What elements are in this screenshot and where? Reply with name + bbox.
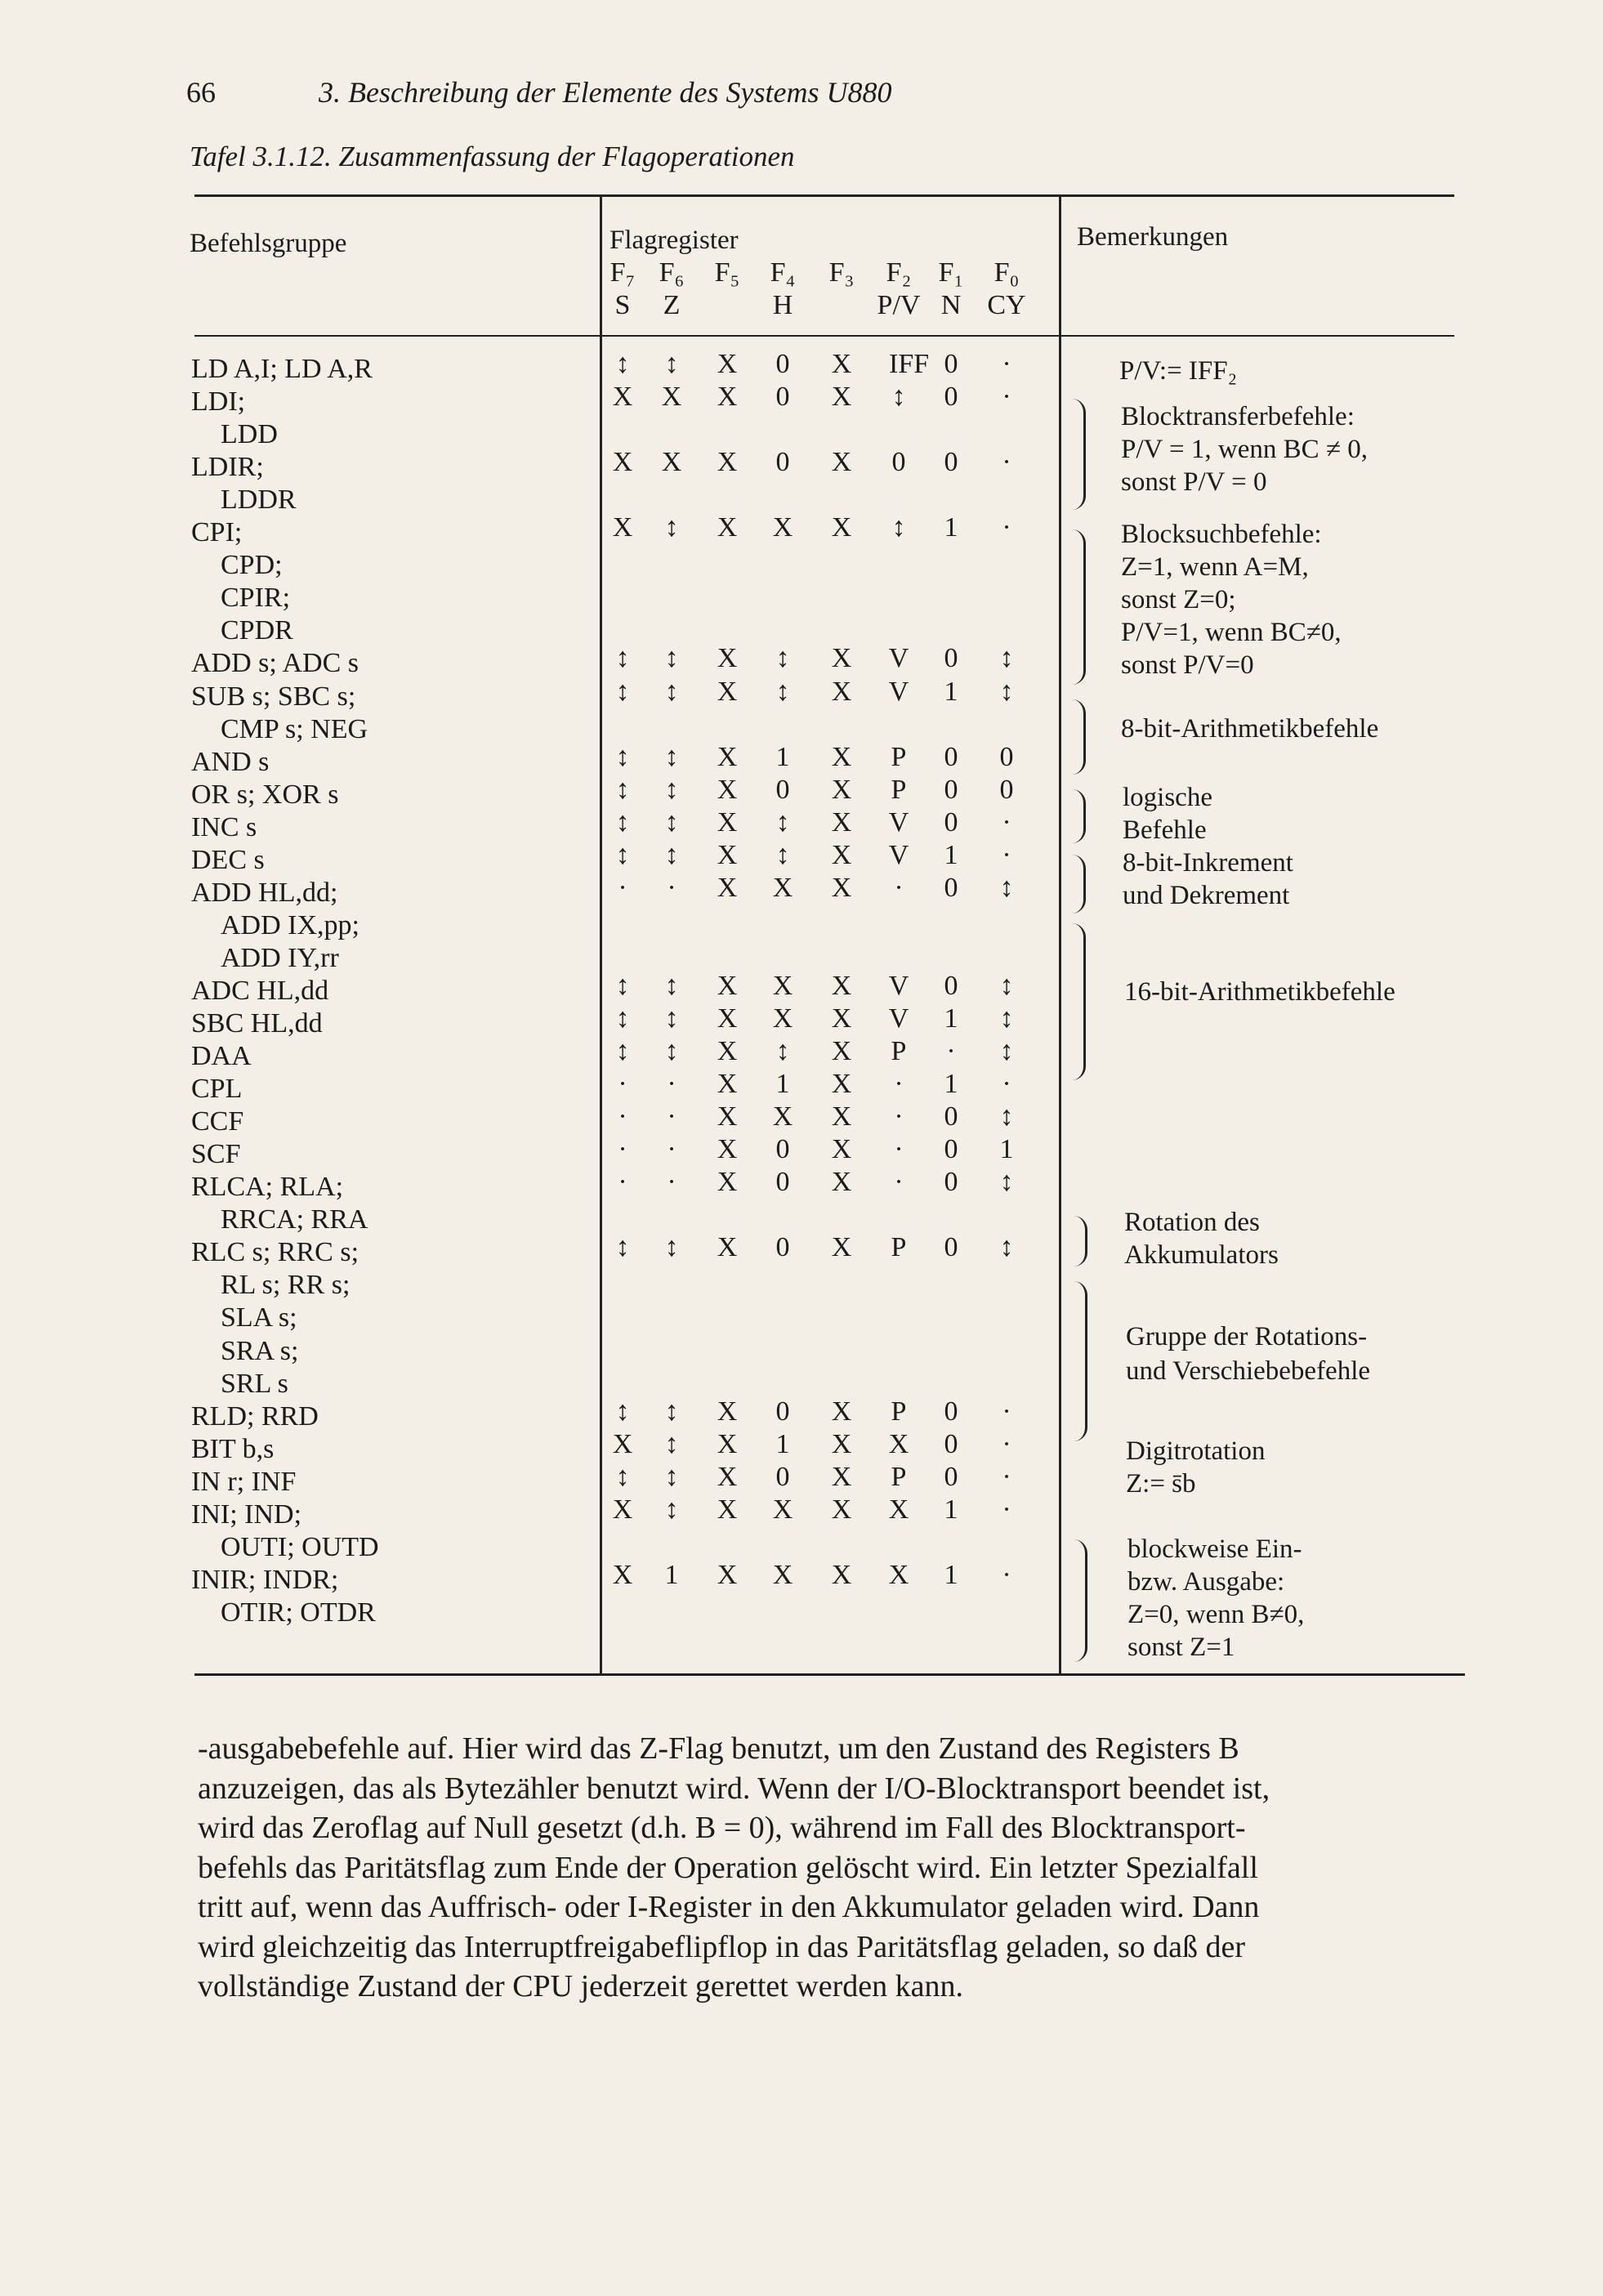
remark-line: P/V=1, wenn BC≠0, [1121, 618, 1342, 647]
paragraph-line: tritt auf, wenn das Auffrisch- oder I-Register in den Akkumulator geladen wird. Dann [198, 1890, 1260, 1924]
remark-line: Blocktransferbefehle: [1121, 402, 1355, 431]
instruction-group: CPIR; [221, 583, 291, 614]
remark-line: sonst Z=0; [1121, 585, 1236, 614]
flag-value: P [891, 1461, 907, 1492]
flag-value: · [894, 872, 904, 903]
instruction-group: CPDR [221, 615, 293, 646]
flag-value: 0 [944, 1396, 958, 1427]
remark-line: Rotation des [1124, 1208, 1260, 1237]
flag-value: 1 [775, 1428, 790, 1459]
flag-value: · [1002, 1428, 1011, 1459]
flag-value: V [888, 1003, 909, 1034]
flag-name-label: H [772, 290, 793, 320]
flag-value: ↕ [664, 1428, 679, 1459]
remark-line: 8-bit-Inkrement [1123, 848, 1293, 878]
flag-value: X [831, 970, 852, 1001]
remark-line: P/V:= IFF₂ [1119, 356, 1238, 386]
flag-value: 1 [775, 741, 790, 772]
remark-line: logische [1123, 783, 1212, 812]
flag-value: ↕ [615, 1036, 630, 1067]
remark-line: bzw. Ausgabe: [1127, 1567, 1285, 1597]
flag-value: V [888, 839, 909, 870]
flag-value: ↕ [999, 676, 1014, 707]
flag-value: · [1002, 839, 1011, 870]
remark-line: Blocksuchbefehle: [1121, 520, 1322, 549]
instruction-group: CCF [191, 1106, 244, 1137]
flag-value: X [831, 1036, 852, 1067]
flag-name-label: Z [663, 290, 681, 320]
flag-value: X [612, 382, 633, 413]
instruction-group: BIT b,s [191, 1433, 275, 1464]
instruction-group: SUB s; SBC s; [191, 681, 356, 712]
remark-line: sonst Z=1 [1127, 1633, 1235, 1662]
flag-value: · [1002, 512, 1011, 543]
instruction-group: CPD; [221, 550, 283, 581]
flag-value: ↕ [999, 970, 1014, 1001]
flag-value: X [717, 382, 738, 413]
flag-value: X [888, 1428, 909, 1459]
flag-value: X [831, 1167, 852, 1198]
flag-value: X [717, 1559, 738, 1590]
instruction-group: LD A,I; LD A,R [191, 354, 373, 384]
flag-value: 0 [944, 970, 958, 1001]
flag-value: X [831, 1461, 852, 1492]
flag-value: · [894, 1069, 904, 1100]
flag-value: X [612, 447, 633, 478]
flag-value: X [717, 447, 738, 478]
flag-value: 0 [944, 1461, 958, 1492]
flag-value: · [618, 1134, 627, 1165]
flag-value: ↕ [615, 1396, 630, 1427]
column-header-flagregister: Flagregister [609, 226, 739, 255]
instruction-group: LDD [221, 419, 278, 450]
flag-value: X [717, 1396, 738, 1427]
flag-value: 0 [944, 447, 958, 478]
flag-value: 0 [775, 1167, 790, 1198]
flag-value: 0 [944, 806, 958, 838]
flag-value: · [894, 1134, 904, 1165]
flag-value: X [717, 872, 738, 903]
flag-value: X [831, 741, 852, 772]
flag-value: X [612, 512, 633, 543]
flag-value: P [891, 741, 907, 772]
flag-value: · [667, 872, 676, 903]
flag-value: X [831, 1101, 852, 1132]
flag-value: · [1002, 1461, 1011, 1492]
flag-value: · [667, 1134, 676, 1165]
flag-value: X [717, 349, 738, 379]
flag-value: 0 [944, 872, 958, 903]
flag-bit-label: F₀ [994, 257, 1020, 288]
flag-value: ↕ [664, 839, 679, 870]
flag-value: X [717, 1003, 738, 1034]
table-bottom-rule [194, 1673, 1465, 1676]
column-header-group: Befehlsgruppe [190, 229, 347, 258]
remark-line: Z:= s̄b [1126, 1469, 1196, 1499]
flag-value: 1 [944, 512, 958, 543]
flag-name-label: N [940, 290, 962, 320]
flag-value: ↕ [891, 512, 906, 543]
brace-blocktransfer [1072, 399, 1086, 510]
flag-value: · [667, 1167, 676, 1198]
flag-value: X [831, 1428, 852, 1459]
instruction-group: OR s; XOR s [191, 779, 339, 810]
flag-value: 0 [944, 349, 958, 379]
flag-value: ↕ [999, 1036, 1014, 1067]
flag-value: 0 [775, 1461, 790, 1492]
flag-value: · [946, 1036, 956, 1067]
flag-value: 0 [775, 774, 790, 805]
flag-value: V [888, 643, 909, 674]
flag-value: 0 [944, 774, 958, 805]
flag-value: X [831, 806, 852, 838]
flag-value: ↕ [999, 1167, 1014, 1198]
flag-value: ↕ [999, 1101, 1014, 1132]
remark-line: Z=0, wenn B≠0, [1127, 1600, 1305, 1629]
flag-value: X [831, 1396, 852, 1427]
flag-value: 0 [944, 1428, 958, 1459]
flag-value: 0 [944, 1134, 958, 1165]
flag-value: · [667, 1101, 676, 1132]
instruction-group: AND s [191, 746, 270, 777]
flag-value: ↕ [615, 676, 630, 707]
flag-bit-label: F₆ [659, 257, 685, 288]
flag-value: X [831, 1003, 852, 1034]
flag-value: X [717, 839, 738, 870]
remark-line: Akkumulators [1124, 1240, 1279, 1270]
instruction-group: INIR; INDR; [191, 1564, 339, 1595]
flag-value: 1 [775, 1069, 790, 1100]
flag-value: X [717, 1036, 738, 1067]
flag-value: ↕ [664, 970, 679, 1001]
paragraph-line: -ausgabebefehle auf. Hier wird das Z-Flag benutzt, um den Zustand des Registers B [198, 1731, 1239, 1766]
flag-value: · [667, 1069, 676, 1100]
flag-value: X [717, 741, 738, 772]
instruction-group: CMP s; NEG [221, 713, 368, 744]
remark-line: sonst P/V = 0 [1121, 467, 1267, 497]
flag-value: X [831, 774, 852, 805]
flag-value: X [831, 447, 852, 478]
flag-value: X [831, 839, 852, 870]
flag-value: X [772, 1559, 793, 1590]
flag-value: X [831, 1232, 852, 1263]
flag-value: X [772, 1494, 793, 1525]
flag-value: ↕ [615, 349, 630, 379]
flag-value: ↕ [775, 643, 790, 674]
flag-value: X [831, 512, 852, 543]
instruction-group: ADD IX,pp; [221, 909, 359, 940]
remark-line: 8-bit-Arithmetikbefehle [1121, 714, 1379, 744]
flag-value: ↕ [775, 1036, 790, 1067]
flag-value: X [717, 806, 738, 838]
flag-bit-label: F₂ [886, 257, 912, 288]
flag-value: X [831, 872, 852, 903]
flag-bit-label: F₄ [770, 257, 796, 288]
flag-bit-label: F₃ [828, 257, 855, 288]
flag-value: ↕ [615, 839, 630, 870]
instruction-group: INI; IND; [191, 1499, 302, 1530]
flag-value: P [891, 1036, 907, 1067]
remark-line: Digitrotation [1126, 1436, 1266, 1466]
remark-line: Befehle [1123, 815, 1207, 845]
instruction-group: RL s; RR s; [221, 1270, 351, 1301]
flag-value: 0 [999, 774, 1014, 805]
flag-value: ↕ [999, 643, 1014, 674]
brace-logic [1072, 789, 1086, 843]
instruction-group: IN r; INF [191, 1466, 297, 1497]
remark-line: blockweise Ein- [1127, 1534, 1302, 1564]
flag-value: 1 [944, 1003, 958, 1034]
flag-value: 0 [775, 1232, 790, 1263]
flag-value: 1 [999, 1134, 1014, 1165]
flag-name-label: S [614, 290, 631, 320]
flag-value: X [612, 1428, 633, 1459]
flag-value: ↕ [615, 1003, 630, 1034]
flag-value: 0 [775, 1134, 790, 1165]
instruction-group: LDI; [191, 386, 246, 418]
flag-value: P [891, 1232, 907, 1263]
flag-value: ↕ [615, 1232, 630, 1263]
flag-value: · [1002, 806, 1011, 838]
instruction-group: DAA [191, 1041, 252, 1072]
flag-value: · [1002, 349, 1011, 379]
flag-value: · [894, 1167, 904, 1198]
paragraph-line: anzuzeigen, das als Bytezähler benutzt wird. Wenn der I/O-Blocktransport beendet ist, [198, 1771, 1270, 1806]
flag-value: X [661, 382, 682, 413]
flag-value: X [888, 1559, 909, 1590]
flag-value: ↕ [664, 676, 679, 707]
flag-value: X [717, 512, 738, 543]
flag-value: X [717, 970, 738, 1001]
flag-value: X [612, 1494, 633, 1525]
instruction-group: RRCA; RRA [221, 1204, 368, 1235]
instruction-group: SCF [191, 1139, 241, 1170]
flag-value: · [618, 1101, 627, 1132]
flag-value: ↕ [664, 1003, 679, 1034]
flag-value: ↕ [615, 643, 630, 674]
remark-line: Gruppe der Rotations- [1126, 1322, 1368, 1351]
flag-value: ↕ [999, 1003, 1014, 1034]
flag-value: ↕ [775, 839, 790, 870]
flag-value: ↕ [664, 1494, 679, 1525]
instruction-group: LDDR [221, 485, 297, 516]
flag-value: ↕ [664, 806, 679, 838]
flag-value: 0 [944, 643, 958, 674]
flag-value: ↕ [615, 774, 630, 805]
flag-value: X [661, 447, 682, 478]
remark-line: 16-bit-Arithmetikbefehle [1124, 977, 1395, 1007]
instruction-group: SRL s [221, 1368, 288, 1399]
flag-value: X [717, 676, 738, 707]
flag-value: 0 [944, 382, 958, 413]
flag-value: 1 [944, 1559, 958, 1590]
brace-rotation-acc [1074, 1216, 1087, 1266]
flag-value: ↕ [664, 1461, 679, 1492]
running-title: 3. Beschreibung der Elemente des Systems U880 [319, 76, 892, 109]
flag-value: X [717, 1069, 738, 1100]
flag-value: ↕ [615, 1461, 630, 1492]
flag-value: X [717, 643, 738, 674]
paragraph-line: befehls das Paritätsflag zum Ende der Operation gelöscht wird. Ein letzter Spezialfall [198, 1850, 1258, 1885]
flag-value: ↕ [615, 806, 630, 838]
flag-value: ↕ [615, 970, 630, 1001]
instruction-group: DEC s [191, 844, 265, 875]
instruction-group: SRA s; [221, 1335, 299, 1366]
flag-value: X [772, 512, 793, 543]
flag-value: X [831, 676, 852, 707]
flag-value: X [831, 382, 852, 413]
instruction-group: LDIR; [191, 452, 264, 483]
flag-value: ↕ [664, 512, 679, 543]
paragraph-line: wird gleichzeitig das Interruptfreigabeflipflop in das Paritätsflag geladen, so daß der [198, 1929, 1246, 1964]
flag-name-label: P/V [877, 290, 921, 320]
flag-value: 0 [775, 349, 790, 379]
flag-value: ↕ [664, 1232, 679, 1263]
flag-value: 0 [775, 382, 790, 413]
instruction-group: INC s [191, 811, 257, 842]
flag-value: · [1002, 1396, 1011, 1427]
instruction-group: SLA s; [221, 1302, 297, 1333]
flag-value: ↕ [615, 741, 630, 772]
flag-value: ↕ [664, 774, 679, 805]
flag-value: ↕ [999, 1232, 1014, 1263]
flag-value: IFF [889, 349, 930, 379]
instruction-group: OTIR; OTDR [221, 1597, 376, 1628]
flag-value: 1 [944, 676, 958, 707]
instruction-group: CPL [191, 1074, 243, 1105]
flag-value: X [831, 1069, 852, 1100]
table-top-rule [194, 194, 1454, 197]
flag-value: X [772, 1101, 793, 1132]
flag-value: · [1002, 1069, 1011, 1100]
flag-value: X [831, 349, 852, 379]
flag-value: X [831, 643, 852, 674]
brace-incdec [1072, 855, 1086, 913]
flag-value: 1 [944, 839, 958, 870]
flag-value: X [717, 1134, 738, 1165]
flag-value: X [717, 1167, 738, 1198]
flag-value: X [831, 1134, 852, 1165]
flag-value: · [894, 1101, 904, 1132]
paragraph-line: vollständige Zustand der CPU jederzeit gerettet werden kann. [198, 1969, 964, 2003]
flag-value: 0 [944, 741, 958, 772]
flag-value: X [772, 970, 793, 1001]
flag-value: X [772, 1003, 793, 1034]
flag-value: 0 [944, 1101, 958, 1132]
remark-line: und Dekrement [1123, 881, 1290, 910]
flag-value: 0 [944, 1232, 958, 1263]
table-header-rule [194, 335, 1454, 337]
flag-value: X [717, 1232, 738, 1263]
flag-value: ↕ [664, 1036, 679, 1067]
flag-value: ↕ [775, 676, 790, 707]
flag-value: 0 [944, 1167, 958, 1198]
flag-value: X [717, 774, 738, 805]
instruction-group: OUTI; OUTD [221, 1531, 379, 1562]
flag-value: · [618, 1069, 627, 1100]
flag-value: · [1002, 447, 1011, 478]
flag-value: 0 [999, 741, 1014, 772]
flag-value: X [831, 1494, 852, 1525]
flag-value: 0 [775, 447, 790, 478]
instruction-group: SBC HL,dd [191, 1008, 323, 1039]
brace-arith16 [1072, 923, 1086, 1080]
flag-value: X [772, 872, 793, 903]
flag-value: P [891, 774, 907, 805]
remark-line: P/V = 1, wenn BC ≠ 0, [1121, 435, 1368, 464]
paragraph-line: wird das Zeroflag auf Null gesetzt (d.h. B = 0), während im Fall des Blocktransport- [198, 1811, 1246, 1845]
flag-value: · [1002, 1494, 1011, 1525]
flag-bit-label: F₅ [714, 257, 740, 288]
column-divider-right [1059, 196, 1061, 1675]
column-header-remarks: Bemerkungen [1077, 222, 1229, 252]
instruction-group: ADC HL,dd [191, 975, 329, 1006]
flag-value: ↕ [664, 1396, 679, 1427]
instruction-group: RLC s; RRC s; [191, 1237, 359, 1268]
flag-value: ↕ [775, 806, 790, 838]
flag-value: X [612, 1559, 633, 1590]
remark-line: und Verschiebebefehle [1126, 1356, 1371, 1386]
flag-name-label: CY [987, 290, 1026, 320]
remark-line: sonst P/V=0 [1121, 650, 1254, 680]
instruction-group: ADD IY,rr [221, 942, 339, 973]
instruction-group: RLCA; RLA; [191, 1172, 344, 1203]
instruction-group: ADD s; ADC s [191, 648, 359, 679]
flag-value: ↕ [664, 741, 679, 772]
flag-value: · [1002, 382, 1011, 413]
flag-value: 1 [664, 1559, 679, 1590]
flag-value: 1 [944, 1494, 958, 1525]
flag-value: P [891, 1396, 907, 1427]
flag-value: ↕ [664, 643, 679, 674]
flag-value: ↕ [891, 382, 906, 413]
flag-value: · [618, 872, 627, 903]
brace-blocksuch [1072, 529, 1086, 685]
instruction-group: CPI; [191, 517, 243, 548]
table-caption: Tafel 3.1.12. Zusammenfassung der Flagoperationen [190, 141, 795, 172]
page-number: 66 [186, 76, 216, 109]
flag-value: X [831, 1559, 852, 1590]
flag-value: X [717, 1461, 738, 1492]
flag-value: 0 [891, 447, 906, 478]
flag-value: ↕ [999, 872, 1014, 903]
flag-value: X [717, 1428, 738, 1459]
remark-line: Z=1, wenn A=M, [1121, 552, 1309, 582]
instruction-group: RLD; RRD [191, 1400, 319, 1432]
flag-value: X [888, 1494, 909, 1525]
brace-rotation-shift [1074, 1281, 1087, 1441]
flag-value: 1 [944, 1069, 958, 1100]
flag-value: 0 [775, 1396, 790, 1427]
brace-block-io [1074, 1539, 1087, 1662]
flag-value: · [1002, 1559, 1011, 1590]
flag-bit-label: F₁ [938, 257, 964, 288]
flag-value: X [717, 1101, 738, 1132]
flag-value: X [717, 1494, 738, 1525]
instruction-group: ADD HL,dd; [191, 877, 338, 908]
brace-arith8 [1072, 699, 1086, 775]
flag-value: V [888, 970, 909, 1001]
flag-value: V [888, 806, 909, 838]
flag-value: · [618, 1167, 627, 1198]
flag-value: V [888, 676, 909, 707]
flag-bit-label: F₇ [609, 257, 636, 288]
flag-value: ↕ [664, 349, 679, 379]
